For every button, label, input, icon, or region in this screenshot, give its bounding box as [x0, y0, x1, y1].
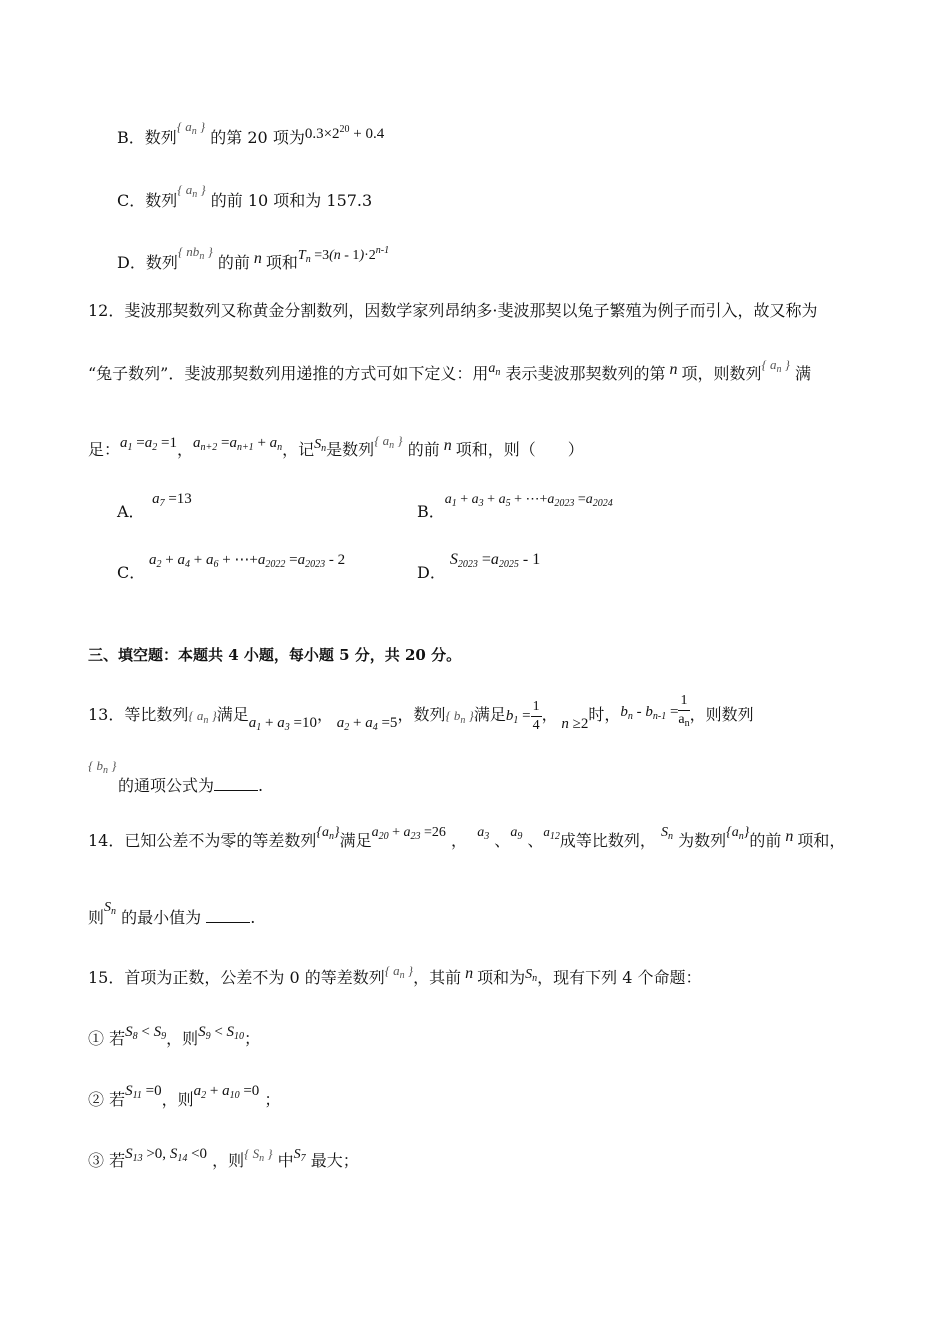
section-heading: 三、填空题：本题共 4 小题，每小题 5 分，共 20 分。 — [88, 646, 462, 664]
q11-option-c: C．数列$^{\{ a_n \}}$ 的前 10 项和为 157.3 — [117, 182, 373, 210]
q11-option-b: B．数列$^{\{ a_n \}}$ 的第 20 项为$0.3\times 2^{20} + 0.4$ — [117, 119, 385, 147]
q15-line-1: 15．首项为正数，公差不为 0 的等差数列$^{\{ a_n \}}$，其前 n 项和为$S_n$，现有下列 4 个命题： — [88, 963, 702, 987]
q13-answer-blank[interactable] — [214, 789, 258, 791]
q12-option-c: C． $a_2 + a_4 + a_6$ + $\cdots+a_{2022} =a_{2023} - 2$ — [117, 552, 346, 582]
q14-answer-blank[interactable] — [206, 921, 250, 923]
q13-line-1: 13．等比数列{ $a_n$ }满足$a_1 + a_3 =10$， $a_2 + a_4 =5$，数列{ $b_n$ }满足$b_1$ = $\frac{1}{4}$ ， n ≥2时，$b_n - b_{n-1}$ = $\frac{1}{a_n}$ ，则数列 — [88, 693, 754, 733]
q15-proposition-2: ② 若$S_{11} =0$，则$a_2 + a_{10} =0$ ； — [88, 1083, 281, 1109]
q14-line-1: 14．已知公差不为零的等差数列$\{a_n\}$满足$a_{20} + a_{23} =26$ ， $a_3$ 、$a_9$ 、$^{a_{12}}$成等比数列， $S_n$ 为数列$\{a_n\}$的前 n 项和， — [88, 824, 846, 850]
q12-line-3: 足：$a_1 =a_2 =1$，$a_{n+2} =a_{n+1} + a_n$，记$S_n$是数列$^{\{ a_n \}}$ 的前 n 项和，则（ ） — [88, 433, 584, 459]
q15-proposition-1: ① 若$S_8 < S_9$，则$S_9 < S_{10}$； — [88, 1024, 261, 1048]
q14-line-2: 则$S_n$ 的最小值为 . — [88, 900, 256, 927]
q12-option-a: A． $a_7 =13$ — [117, 491, 192, 521]
q13-line-2: $^{\{ b_n \}}$ 的通项公式为 . — [88, 758, 264, 795]
q12-line-2: “兔子数列”．斐波那契数列用递推的方式可如下定义：用$a_n$ 表示斐波那契数列的第 n 项，则数列$^{\{ a_n \}}$ 满 — [88, 357, 812, 383]
q11-option-d: D．数列$^{\{ nb_n \}}$ 的前 n 项和$T_n =3(n - 1)\cdot 2^{n-1}$ — [117, 244, 390, 272]
q12-option-b: B．$a_1 + a_3 + a_5$ + $\cdots+a_{2023} =a_{2024}$ — [417, 492, 613, 521]
q12-option-d: D． $S_{2023} =a_{2025} - 1$ — [417, 551, 541, 582]
q15-proposition-3: ③ 若$S_{13} >0$, $S_{14} <0$ ，则$^{\{ S_n \}}$ 中$S_7$ 最大； — [88, 1146, 359, 1170]
q12-line-1: 12．斐波那契数列又称黄金分割数列，因数学家列昂纳多·斐波那契以兔子繁殖为例子而引入，故又称为 — [88, 301, 818, 320]
